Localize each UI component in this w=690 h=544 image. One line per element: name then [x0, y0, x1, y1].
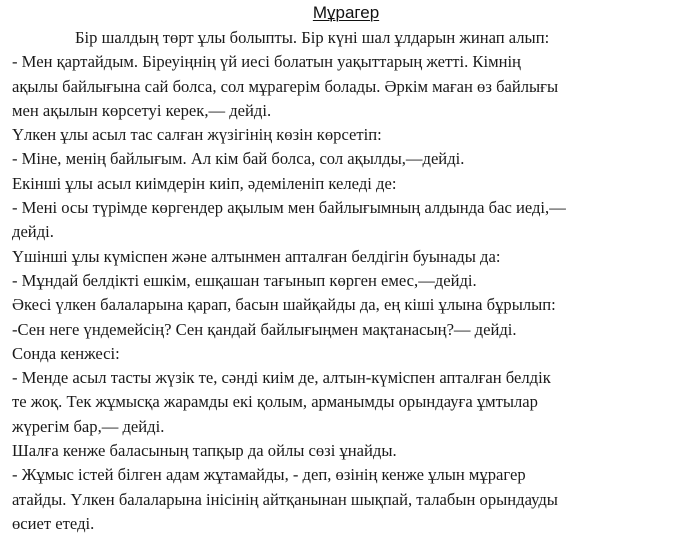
paragraph-line: - Мені осы түрімде көргендер ақылым мен байлығымның алдында бас иеді,—	[12, 198, 566, 218]
paragraph-line: Екінші ұлы асыл киімдерін киіп, әдеміленіп келеді де:	[12, 173, 397, 193]
paragraph-line: -Сен неге үндемейсің? Сен қандай байлығыңмен мақтанасың?— дейді.	[12, 319, 517, 339]
document-title: Мұрагер	[312, 3, 380, 22]
paragraph-line: - Мен қартайдым. Біреуіңнің үй иесі болатын уақыттарың жетті. Кімнің	[12, 52, 521, 72]
paragraph-line: - Мұндай белдікті ешкім, ешқашан тағынып көрген емес,—дейді.	[12, 270, 477, 290]
paragraph-line: Үшінші ұлы күміспен және алтынмен апталған белдігін буынады да:	[12, 246, 501, 266]
paragraph-line: ақылы байлығына сай болса, сол мұрагерім болады. Әркім маған өз байлығы	[12, 76, 559, 96]
paragraph-line: атайды. Үлкен балаларына інісінің айтқанынан шықпай, талабын орындауды	[12, 489, 558, 509]
paragraph-line: те жоқ. Тек жұмысқа жарамды екі қолым, арманымды орындауға ұмтылар	[12, 392, 538, 412]
paragraph-line: Үлкен ұлы асыл тас салған жүзігінің көзін көрсетіп:	[12, 125, 382, 145]
paragraph-line: дейді.	[12, 222, 54, 242]
paragraph-line: - Жұмыс істей білген адам жұтамайды, - деп, өзінің кенже ұлын мұрагер	[12, 465, 526, 485]
paragraph-line: жүрегім бар,— дейді.	[12, 416, 165, 436]
paragraph-line: - Міне, менің байлығым. Ал кім бай болса, сол ақылды,—дейді.	[12, 149, 465, 169]
paragraph-line: Бір шалдың төрт ұлы болыпты. Бір күні шал ұлдарын жинап алып:	[75, 28, 550, 47]
paragraph-line: - Менде асыл тасты жүзік те, сәнді киім де, алтын-күміспен апталған белдік	[12, 368, 551, 388]
paragraph-line: Шалға кенже баласының тапқыр да ойлы сөзі ұнайды.	[12, 441, 397, 461]
paragraph-line: Әкесі үлкен балаларына қарап, басын шайқайды да, ең кіші ұлына бұрылып:	[12, 295, 556, 315]
paragraph-line: өсиет етеді.	[12, 513, 95, 533]
paragraph-line: Сонда кенжесі:	[12, 343, 120, 363]
paragraph-line: мен ақылын көрсетуі керек,— дейді.	[12, 100, 272, 120]
document-body	[12, 0, 680, 536]
